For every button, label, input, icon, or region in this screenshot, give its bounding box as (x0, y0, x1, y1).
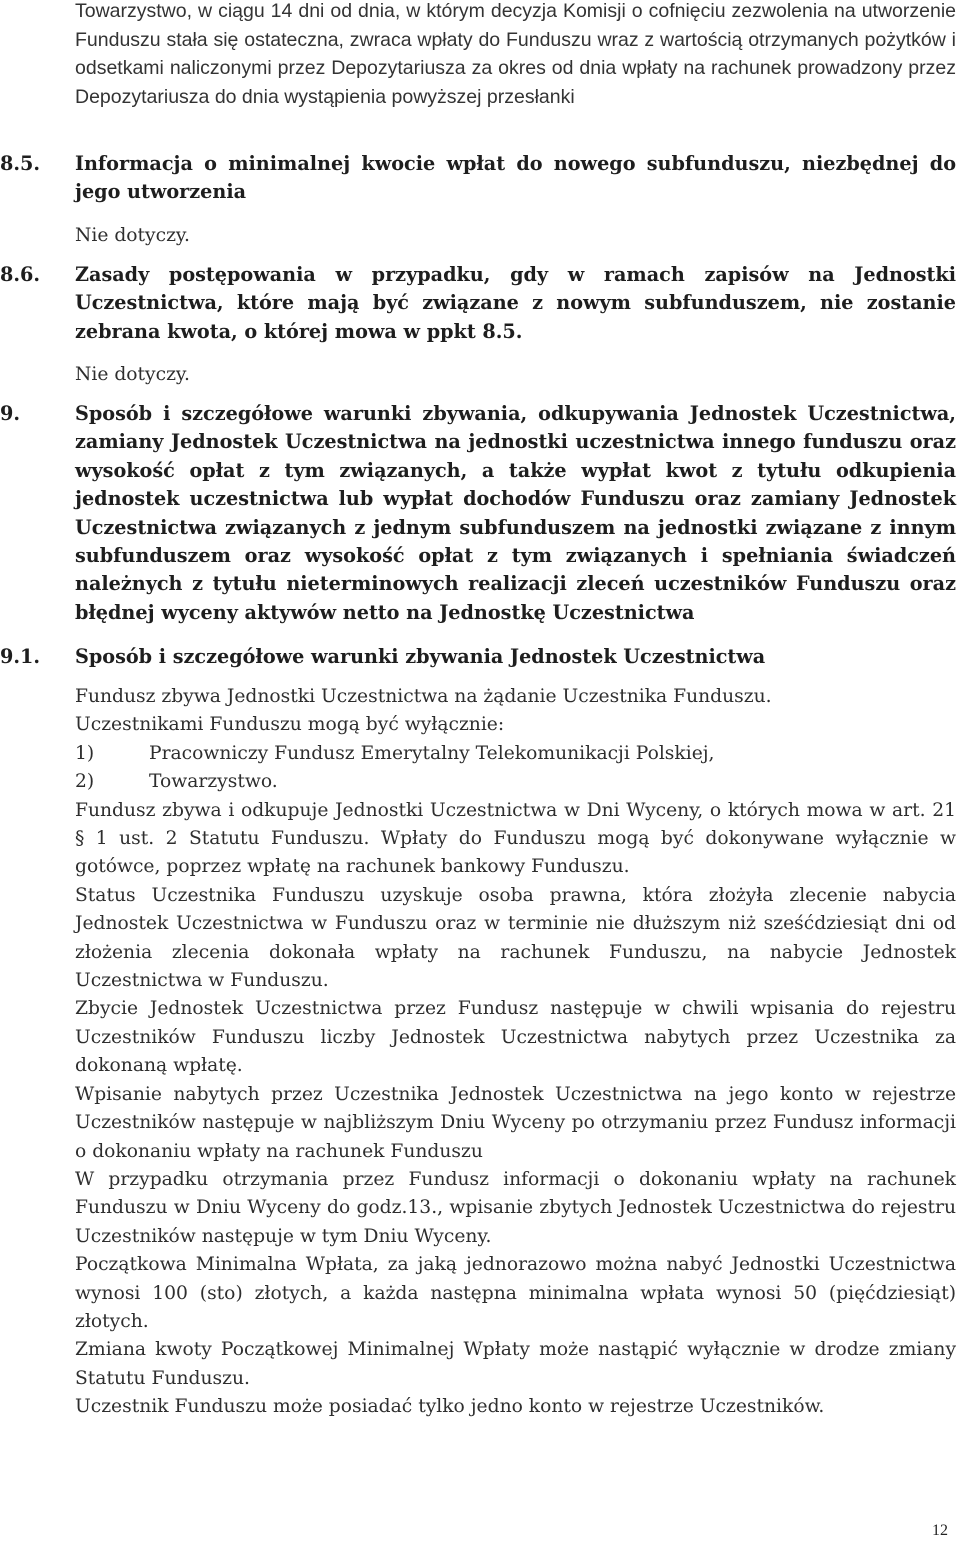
list-number: 1) (75, 742, 95, 764)
paragraph: Zbycie Jednostek Uczestnictwa przez Fundusz następuje w chwili wpisania do rejestru Uczestników Funduszu liczby Jednostek Uczestnictwa nabytych przez Uczestnika za dokonaną wpłatę. (75, 998, 956, 1077)
section-8-5-body: Nie dotyczy. (75, 225, 190, 246)
list-text: Pracowniczy Fundusz Emerytalny Telekomunikacji Polskiej, (149, 742, 715, 764)
section-8-5-heading (0, 150, 960, 207)
section-9-1-body (75, 683, 956, 1422)
section-title: Zasady postępowania w przypadku, gdy w ramach zapisów na Jednostki Uczestnictwa, które mają być związane z nowym subfunduszem, nie zostanie zebrana kwota, o której mowa w ppkt 8.5. (75, 263, 956, 343)
paragraph: Fundusz zbywa Jednostki Uczestnictwa na żądanie Uczestnika Funduszu. (75, 686, 772, 707)
section-title: Informacja o minimalnej kwocie wpłat do nowego subfunduszu, niezbędnej do jego utworzenia (75, 152, 956, 204)
section-number: 9. (0, 402, 21, 425)
paragraph: Uczestnik Funduszu może posiadać tylko jedno konto w rejestrze Uczestników. (75, 1396, 825, 1418)
section-title: Sposób i szczegółowe warunki zbywania, odkupywania Jednostek Uczestnictwa, zamiany Jednostek Uczestnictwa na jednostki uczestnictwa innego funduszu oraz wysokość opłat z tym związanych, a także wypłat kwot z tytułu odkupienia jednostek uczestnictwa lub wypłat dochodów Funduszu oraz zamiany Jednostek Uczestnictwa związanych z jednym subfunduszem na jednostki związane z innym subfunduszem oraz wysokość opłat z tym związanych i spełniania świadczeń należnych z tytułu nieterminowych realizacji zleceń uczestników Funduszu oraz błędnej wyceny aktywów netto na Jednostkę Uczestnictwa (75, 402, 956, 624)
section-title: Sposób i szczegółowe warunki zbywania Jednostek Uczestnictwa (75, 645, 766, 668)
paragraph: Zmiana kwoty Początkowej Minimalnej Wpłaty może nastąpić wyłącznie w drodze zmiany Statutu Funduszu. (75, 1339, 956, 1389)
paragraph: Status Uczestnika Funduszu uzyskuje osoba prawna, która złożyła zlecenie nabycia Jednostek Uczestnictwa w Funduszu oraz w terminie nie dłuższym niż sześćdziesiąt dni od złożenia zlecenia dokonała wpłaty na rachunek Funduszu, na nabycie Jednostek Uczestnictwa w Funduszu. (75, 884, 956, 992)
list-item (75, 740, 956, 768)
page-number: 12 (932, 1522, 948, 1539)
section-8-6-heading (0, 261, 960, 346)
paragraph: Początkowa Minimalna Wpłata, za jaką jednorazowo można nabyć Jednostki Uczestnictwa wynosi 100 (sto) złotych, a każda następna minimalna wpłata wynosi 50 (pięćdziesiąt) złotych. (75, 1254, 956, 1332)
list-number: 2) (75, 771, 95, 793)
list-item (75, 768, 956, 796)
section-8-6-body: Nie dotyczy. (75, 364, 190, 385)
intro-paragraph: Towarzystwo, w ciągu 14 dni od dnia, w którym decyzja Komisji o cofnięciu zezwolenia na utworzenie Funduszu stała się ostateczna, zwraca wpłaty do Funduszu wraz z wartością otrzymanych pożytków i odsetkami naliczonymi przez Depozytariusza za okres od dnia wpłaty na rachunek prowadzony przez Depozytariusza do dnia wystąpienia powyższej przesłanki (75, 0, 956, 108)
paragraph: Uczestnikami Funduszu mogą być wyłącznie: (75, 714, 505, 736)
paragraph: W przypadku otrzymania przez Fundusz informacji o dokonaniu wpłaty na rachunek Funduszu w Dniu Wyceny do godz.13., wpisanie zbytych Jednostek Uczestnictwa do rejestru Uczestników następuje w tym Dniu Wyceny. (75, 1168, 956, 1247)
section-9-heading (0, 400, 960, 627)
paragraph: Fundusz zbywa i odkupuje Jednostki Uczestnictwa w Dni Wyceny, o których mowa w art. 21 § 1 ust. 2 Statutu Funduszu. Wpłaty do Funduszu mogą być dokonywane wyłącznie w gotówce, poprzez wpłatę na rachunek bankowy Funduszu. (75, 799, 956, 878)
section-number: 9.1. (0, 645, 41, 668)
section-9-1-heading (0, 643, 960, 671)
list-text: Towarzystwo. (149, 771, 278, 793)
section-number: 8.5. (0, 152, 41, 175)
section-number: 8.6. (0, 263, 41, 286)
paragraph: Wpisanie nabytych przez Uczestnika Jednostek Uczestnictwa na jego konto w rejestrze Uczestników następuje w najbliższym Dniu Wyceny po otrzymaniu przez Fundusz informacji o dokonaniu wpłaty na rachunek Funduszu (75, 1083, 956, 1162)
